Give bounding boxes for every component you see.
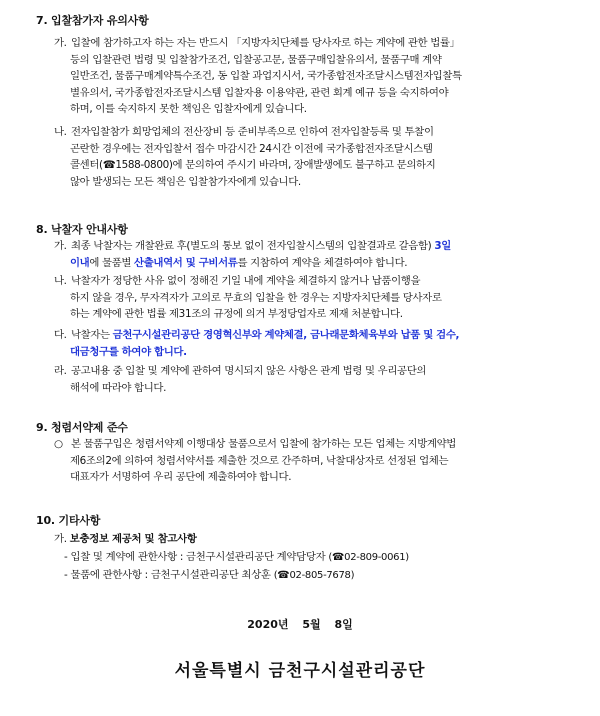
text-line: 하며, 이를 숙지하지 못한 책임은 입찰자에게 있습니다. <box>70 103 307 115</box>
text-line: 공고내용 중 입찰 및 계약에 관하여 명시되지 않은 사항은 관계 법령 및 우리공단의 <box>70 365 427 377</box>
text-line: 곤란한 경우에는 전자입찰서 접수 마감시간 24시간 이전에 국가종합전자조달시스템 <box>70 142 433 155</box>
contact-line-contract: - 입찰 및 계약에 관한사항 : 금천구시설관리공단 계약담당자 (☎02-809-0061) <box>64 551 409 563</box>
text-line: 않아 발생되는 모든 책임은 입찰참가자에게 있습니다. <box>70 175 301 188</box>
text-line: 낙찰자가 정당한 사유 없이 정해진 기일 내에 계약을 체결하지 않거나 납품이행을 <box>70 275 421 287</box>
organization-name: 서울특별시 금천구시설관리공단 <box>174 661 426 681</box>
item-label: 나. <box>54 275 67 287</box>
highlight-text: 산출내역서 및 구비서류 <box>134 256 238 269</box>
subsection-title: 보충정보 제공처 및 참고사항 <box>69 533 197 545</box>
item-label: 가. <box>54 37 67 49</box>
section-7-item-ga <box>54 35 582 118</box>
item-label: 가. <box>54 533 67 545</box>
highlight-text: 3일 <box>434 240 451 252</box>
text-line: 본 물품구입은 청렴서약제 이행대상 물품으로서 입찰에 참가하는 모든 업체는 지방계약법 <box>70 438 456 450</box>
document-date: 2020년 5월 8일 <box>247 618 353 631</box>
contact-line-goods: - 물품에 관한사항 : 금천구시설관리공단 최상훈 (☎02-805-7678) <box>64 569 355 581</box>
section-10-title: 10. 기타사항 <box>36 514 101 527</box>
section-9-item <box>54 436 582 486</box>
text-line: 해석에 따라야 합니다. <box>70 381 167 394</box>
text-line: 대표자가 서명하여 우리 공단에 제출하여야 합니다. <box>70 471 292 483</box>
text-line: 하지 않을 경우, 무자격자가 고의로 무효의 입찰을 한 경우는 지방자치단체를 당사자로 <box>70 291 442 304</box>
section-8-title: 8. 낙찰자 안내사항 <box>36 223 128 236</box>
text-line: 별유의서, 국가종합전자조달시스템 입찰자용 이용약관, 관련 회계 예규 등을 숙지하여야 <box>70 86 449 99</box>
section-8-item-da: 다. 낙찰자는 금천구시설관리공단 경영혁신부와 계약체결, 금나래문화체육부와 납품 및 검수, 대금청구를 하여야 합니다. <box>54 327 582 360</box>
text-line: 하는 계약에 관한 법률 제31조의 규정에 의거 부정당업자로 제재 처분합니다. <box>70 308 403 320</box>
phone-number: (☎02-805-7678) <box>273 570 355 581</box>
section-9-title: 9. 청렴서약제 준수 <box>36 421 128 434</box>
text-line: 등의 입찰관련 법령 및 입찰참가조건, 입찰공고문, 물품구매입찰유의서, 물품구매 계약 <box>70 53 442 66</box>
highlight-text: 이내 <box>70 256 90 269</box>
section-8-item-ga: 가. 최종 낙찰자는 개찰완료 후(별도의 통보 없이 전자입찰시스템의 입찰결과로 갈음함) 3일 이내에 물품별 산출내역서 및 구비서류를 지참하여 계약을 체결하여야 합니다. <box>54 240 451 269</box>
highlight-text: 금천구시설관리공단 경영혁신부와 계약체결, 금나래문화체육부와 납품 및 검수, <box>112 329 460 341</box>
text-line: 콜센터(☎1588-0800)에 문의하여 주시기 바라며, 장애발생에도 불구하고 문의하지 <box>70 159 436 171</box>
section-8-item-na <box>54 273 582 323</box>
highlight-text: 대금청구를 하여야 합니다. <box>70 345 187 358</box>
text-line: 입찰에 참가하고자 하는 자는 반드시 「지방자치단체를 당사자로 하는 계약에 관한 법률」 <box>70 37 460 49</box>
text-line: 전자입찰참가 희망업체의 전산장비 등 준비부족으로 인하여 전자입찰등록 및 투찰이 <box>70 126 434 138</box>
section-7-item-na <box>54 124 582 190</box>
bullet-icon: ○ <box>54 438 63 450</box>
item-label: 가. <box>54 240 67 252</box>
section-10-item-ga <box>54 530 197 545</box>
item-label: 라. <box>54 365 67 377</box>
text-line: 일반조건, 물품구매계약특수조건, 동 입찰 과업지시서, 국가종합전자조달시스템전자입찰특 <box>70 70 462 82</box>
section-7-title: 7. 입찰참가자 유의사항 <box>36 14 149 27</box>
phone-number: (☎02-809-0061) <box>328 552 409 563</box>
text-line: 제6조의2에 의하여 청렴서약서를 제출한 것으로 간주하며, 낙찰대상자로 선정된 업체는 <box>70 454 449 467</box>
item-label: 나. <box>54 126 67 138</box>
section-8-item-ra <box>54 363 582 396</box>
item-label: 다. <box>54 329 67 341</box>
